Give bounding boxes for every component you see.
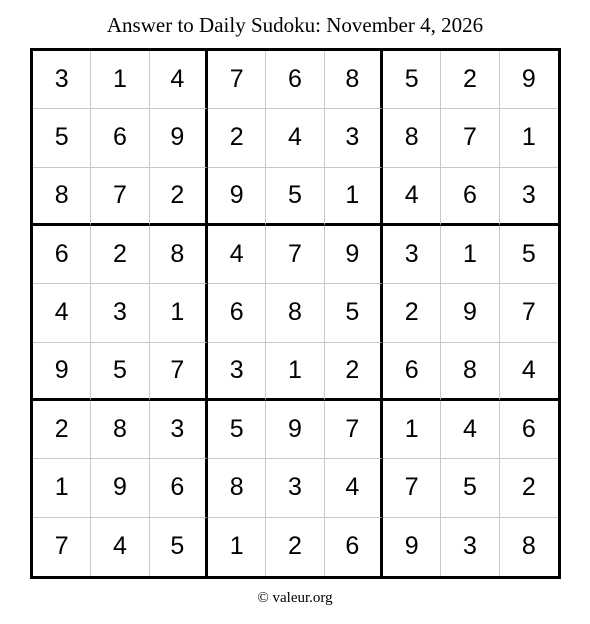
sudoku-cell: 8 <box>150 226 208 284</box>
sudoku-cell: 9 <box>266 401 324 459</box>
sudoku-cell: 9 <box>325 226 383 284</box>
sudoku-cell: 6 <box>383 343 441 401</box>
page-title: Answer to Daily Sudoku: November 4, 2026 <box>106 13 484 37</box>
sudoku-cell: 6 <box>150 459 208 517</box>
sudoku-cell: 5 <box>383 51 441 109</box>
sudoku-cell: 4 <box>91 518 149 576</box>
sudoku-cell: 7 <box>91 168 149 226</box>
sudoku-cell: 6 <box>91 109 149 167</box>
sudoku-cell: 9 <box>150 109 208 167</box>
sudoku-cell: 3 <box>383 226 441 284</box>
sudoku-cell: 5 <box>33 109 91 167</box>
sudoku-cell: 4 <box>266 109 324 167</box>
sudoku-cell: 2 <box>91 226 149 284</box>
sudoku-cell: 3 <box>150 401 208 459</box>
sudoku-cell: 8 <box>325 51 383 109</box>
sudoku-cell: 7 <box>150 343 208 401</box>
sudoku-cell: 9 <box>441 284 499 342</box>
sudoku-cell: 2 <box>266 518 324 576</box>
sudoku-cell: 7 <box>208 51 266 109</box>
sudoku-cell: 5 <box>208 401 266 459</box>
sudoku-cell: 3 <box>441 518 499 576</box>
sudoku-cell: 2 <box>500 459 558 517</box>
sudoku-cell: 4 <box>441 401 499 459</box>
sudoku-cell: 5 <box>441 459 499 517</box>
sudoku-cell: 9 <box>383 518 441 576</box>
sudoku-cell: 4 <box>33 284 91 342</box>
sudoku-cell: 5 <box>266 168 324 226</box>
sudoku-cell: 7 <box>325 401 383 459</box>
sudoku-cell: 9 <box>208 168 266 226</box>
sudoku-cell: 7 <box>500 284 558 342</box>
sudoku-cell: 9 <box>500 51 558 109</box>
sudoku-cell: 5 <box>325 284 383 342</box>
sudoku-cell: 6 <box>266 51 324 109</box>
sudoku-cell: 3 <box>325 109 383 167</box>
sudoku-cell: 7 <box>33 518 91 576</box>
sudoku-cell: 6 <box>441 168 499 226</box>
sudoku-cell: 3 <box>208 343 266 401</box>
sudoku-cell: 2 <box>441 51 499 109</box>
sudoku-cell: 9 <box>91 459 149 517</box>
sudoku-cell: 3 <box>500 168 558 226</box>
sudoku-cell: 8 <box>441 343 499 401</box>
sudoku-cell: 1 <box>33 459 91 517</box>
sudoku-cell: 2 <box>383 284 441 342</box>
sudoku-cell: 1 <box>441 226 499 284</box>
sudoku-cell: 8 <box>266 284 324 342</box>
sudoku-cell: 8 <box>33 168 91 226</box>
sudoku-grid <box>30 48 561 579</box>
sudoku-cell: 5 <box>150 518 208 576</box>
sudoku-cell: 5 <box>500 226 558 284</box>
sudoku-cell: 6 <box>33 226 91 284</box>
sudoku-cell: 7 <box>383 459 441 517</box>
sudoku-cell: 4 <box>208 226 266 284</box>
sudoku-cell: 1 <box>150 284 208 342</box>
sudoku-cell: 8 <box>91 401 149 459</box>
sudoku-cell: 6 <box>500 401 558 459</box>
sudoku-cell: 4 <box>325 459 383 517</box>
sudoku-cell: 6 <box>325 518 383 576</box>
sudoku-cell: 2 <box>325 343 383 401</box>
sudoku-cell: 8 <box>383 109 441 167</box>
sudoku-cell: 8 <box>521 532 536 561</box>
sudoku-cell: 2 <box>33 401 91 459</box>
sudoku-cell: 6 <box>208 284 266 342</box>
sudoku-cell: 9 <box>33 343 91 401</box>
sudoku-cell: 1 <box>266 343 324 401</box>
sudoku-cell: 3 <box>266 459 324 517</box>
sudoku-cell: 4 <box>383 168 441 226</box>
sudoku-cell: 8 <box>208 459 266 517</box>
sudoku-cell: 1 <box>500 109 558 167</box>
sudoku-cell: 1 <box>325 168 383 226</box>
sudoku-cell: 5 <box>91 343 149 401</box>
sudoku-cell: 4 <box>150 51 208 109</box>
sudoku-cell: 3 <box>33 51 91 109</box>
sudoku-cell: 2 <box>208 109 266 167</box>
sudoku-cell: 7 <box>266 226 324 284</box>
sudoku-cell: 2 <box>150 168 208 226</box>
sudoku-cell: 7 <box>441 109 499 167</box>
sudoku-cell: 4 <box>500 343 558 401</box>
copyright-footer: © valeur.org <box>257 590 333 606</box>
sudoku-cell: 1 <box>208 518 266 576</box>
sudoku-cell: 1 <box>383 401 441 459</box>
sudoku-cell: 3 <box>91 284 149 342</box>
sudoku-cell: 1 <box>91 51 149 109</box>
